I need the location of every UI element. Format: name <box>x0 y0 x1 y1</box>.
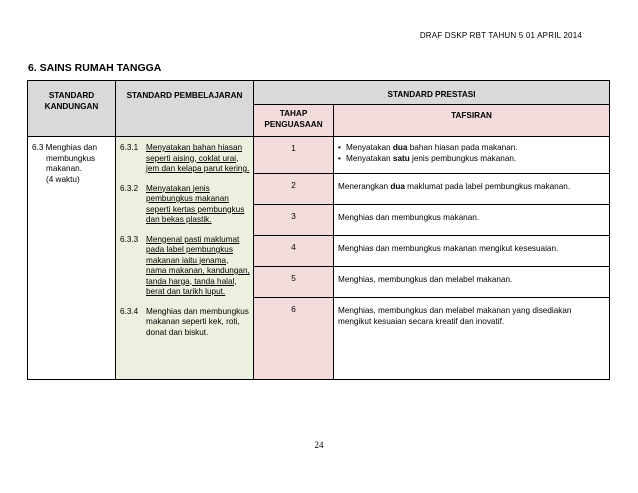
header-standard-kandungan: STANDARD KANDUNGAN <box>28 81 116 137</box>
header-standard-pembelajaran: STANDARD PEMBELAJARAN <box>116 81 254 137</box>
tafsiran-bullet: • Menyatakan satu jenis pembungkus makanan. <box>338 154 517 163</box>
tafsiran-cell: Menghias, membungkus dan melabel makanan. <box>334 267 610 298</box>
tafsiran-cell: Menerangkan dua maklumat pada label pembungkus makanan. <box>334 174 610 205</box>
tahap-cell: 2 <box>254 174 334 205</box>
tahap-cell: 3 <box>254 205 334 236</box>
tahap-cell: 4 <box>254 236 334 267</box>
header-tahap-penguasaan: TAHAP PENGUASAAN <box>254 105 334 137</box>
tafsiran-bullet: • Menyatakan dua bahan hiasan pada makanan. <box>338 143 518 152</box>
kandungan-text-line: Menghias dan <box>45 143 98 152</box>
standard-kandungan-cell <box>28 137 116 380</box>
standard-pembelajaran-cell <box>116 137 254 380</box>
kandungan-code: 6.3 <box>32 143 44 152</box>
tafsiran-cell: Menghias, membungkus dan melabel makanan yang disediakan mengikut kesuaian secara kreatif dan inovatif. <box>334 298 610 380</box>
header-tafsiran: TAFSIRAN <box>334 105 610 137</box>
tafsiran-cell: Menghias dan membungkus makanan mengikut kesesuaian. <box>334 236 610 267</box>
bullet-dot-icon: • <box>338 143 341 152</box>
section-title: 6. SAINS RUMAH TANGGA <box>28 62 162 74</box>
page-number: 24 <box>314 440 324 450</box>
document-header-note: DRAF DSKP RBT TAHUN 5 01 APRIL 2014 <box>419 31 582 40</box>
tahap-cell: 5 <box>254 267 334 298</box>
standards-table <box>27 80 610 380</box>
pembelajaran-item: 6.3.3 Mengenal pasti maklumat pada label pembungkus makanan iaitu jenama, nama makanan, kandungan, tanda harga, tanda halal, berat dan tarikh luput. <box>120 234 250 296</box>
tahap-cell: 6 <box>254 298 334 380</box>
kandungan-text-line: (4 waktu) <box>46 174 80 184</box>
kandungan-text-line: membungkus <box>46 153 96 163</box>
header-standard-prestasi: STANDARD PRESTASI <box>254 81 610 105</box>
pembelajaran-item: 6.3.4 Menghias dan membungkus makanan seperti kek, roti, donat dan biskut. <box>120 306 249 337</box>
pembelajaran-item: 6.3.1 Menyatakan bahan hiasan seperti aising, coklat urai, jem dan kelapa parut kering. <box>120 143 250 173</box>
tafsiran-cell <box>334 137 610 174</box>
kandungan-text-line: makanan. <box>46 164 82 173</box>
tafsiran-cell: Menghias dan membungkus makanan. <box>334 205 610 236</box>
tahap-cell: 1 <box>254 137 334 174</box>
bullet-dot-icon: • <box>338 154 341 163</box>
pembelajaran-item: 6.3.2 Menyatakan jenis pembungkus makanan seperti kertas pembungkus dan bekas plastik. <box>120 183 245 224</box>
